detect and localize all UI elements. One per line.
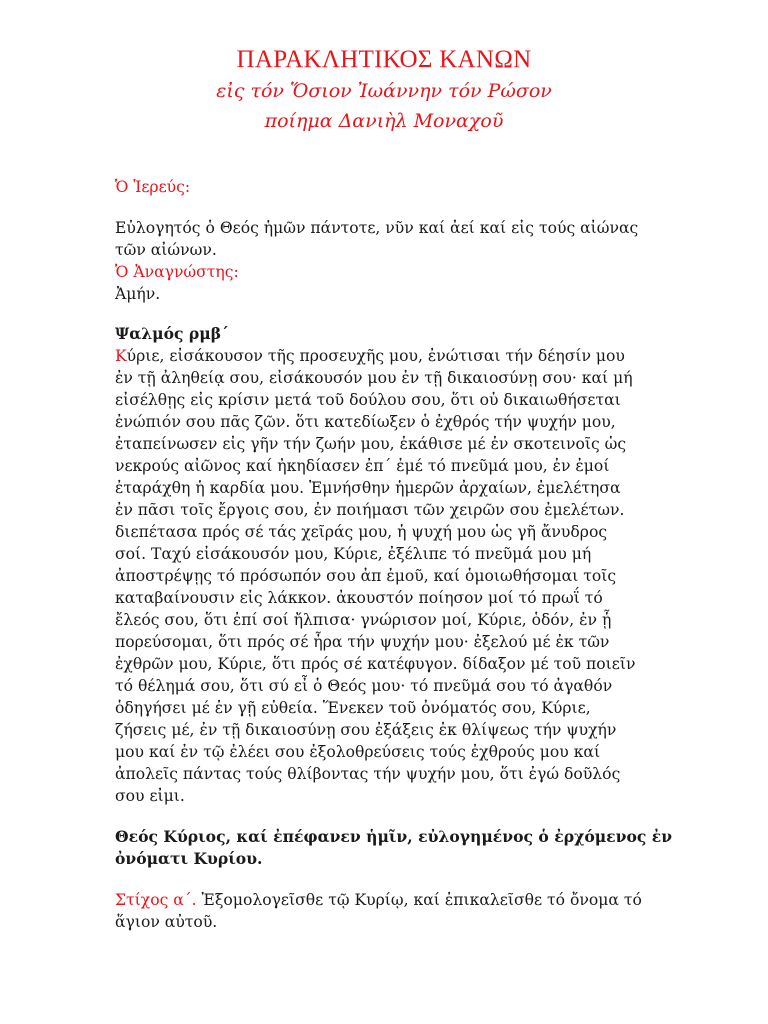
- psalm-line: ζήσεις μέ, ἐν τῇ δικαιοσύνῃ σου ἐξάξεις ἐκ θλίψεως τήν ψυχήν: [115, 721, 617, 739]
- verse-label: Στίχος α΄.: [115, 891, 197, 909]
- psalm-line: ἀποστρέψῃς τό πρόσωπόν σου ἀπ ἐμοῦ, καί ὁμοιωθήσομαι τοῖς: [115, 567, 617, 585]
- psalm-line: ἐν τῇ ἀληθείᾳ σου, εἰσάκουσόν μου ἐν τῇ δικαιοσύνῃ σου· καί μή: [115, 369, 633, 387]
- blessing-line: Εὐλογητός ὁ Θεός ἡμῶν πάντοτε, νῦν καί ἀεί καί εἰς τούς αἰώνας: [115, 219, 639, 237]
- psalm-line: νεκρούς αἰῶνος καί ἠκηδίασεν ἐπ΄ ἐμέ τό πνεῦμά μου, ἐν ἐμοί: [115, 457, 610, 475]
- psalm-line: διεπέτασα πρός σέ τάς χεῖράς μου, ἡ ψυχή μου ὡς γῆ ἄνυδρος: [115, 523, 608, 541]
- psalm-line: ἐταράχθη ἡ καρδία μου. Ἐμνήσθην ἡμερῶν ἀρχαίων, ἐμελέτησα: [115, 479, 621, 497]
- psalm-line: καταβαίνουσιν εἰς λάκκον. ἀκουστόν ποίησον μοί τό πρωΐ τό: [115, 589, 603, 607]
- document-title: ΠΑΡΑΚΛΗΤΙΚΟΣ ΚΑΝΩΝ: [236, 46, 532, 73]
- psalm-line: πορεύσομαι, ὅτι πρός σέ ἦρα τήν ψυχήν μου· ἐξελού μέ ἐκ τῶν: [115, 633, 610, 651]
- document-author: ποίημα Δανιὴλ Μοναχοῦ: [264, 110, 504, 132]
- psalm-line: σοί. Ταχύ εἰσάκουσόν μου, Κύριε, ἐξέλιπε τό πνεῦμά μου μή: [115, 545, 592, 563]
- amen-text: Ἀμήν.: [115, 285, 161, 303]
- document-subtitle: εἰς τόν Ὅσιον Ἰωάννην τόν Ρώσον: [216, 80, 552, 102]
- psalm-line: ἐνώπιόν σου πᾶς ζῶν. ὅτι κατεδίωξεν ὁ ἐχθρός τήν ψυχήν μου,: [115, 413, 616, 431]
- theos-kyrios-line: ὀνόματι Κυρίου.: [115, 849, 263, 868]
- psalm-line: ὁδηγήσει μέ ἐν γῇ εὐθεία. Ἕνεκεν τοῦ ὀνόματός σου, Κύριε,: [115, 699, 591, 717]
- verse-line-text: Ἐξομολογεῖσθε τῷ Κυρίῳ, καί ἐπικαλεῖσθε τό ὄνομα τό: [196, 891, 642, 909]
- reader-label: Ὁ Ἀναγνώστης:: [115, 263, 239, 281]
- theos-kyrios-line: Θεός Κύριος, καί ἐπέφανεν ἡμῖν, εὐλογημένος ὁ ἐρχόμενος ἐν: [115, 827, 673, 846]
- psalm-line: σου εἰμι.: [115, 787, 185, 805]
- psalm-line: εἰσέλθῃς εἰς κρίσιν μετά τοῦ δούλου σου, ὅτι οὐ δικαιωθήσεται: [115, 391, 621, 409]
- psalm-line: μου καί ἐν τῷ ἐλέει σου ἐξολοθρεύσεις τούς ἐχθρούς μου καί: [115, 743, 601, 761]
- psalm-line: ἐταπείνωσεν εἰς γῆν τήν ζωήν μου, ἐκάθισε μέ ἐν σκοτεινοῖς ὡς: [115, 435, 627, 453]
- psalm-line: τό θέλημά σου, ὅτι σύ εἶ ὁ Θεός μου· τό πνεῦμά σου τό ἀγαθόν: [115, 677, 613, 695]
- psalm-line: ἀπολεῖς πάντας τούς θλίβοντας τήν ψυχήν μου, ὅτι ἐγώ δοῦλός: [115, 765, 621, 783]
- psalm-line: ἐχθρῶν μου, Κύριε, ὅτι πρός σέ κατέφυγον. δίδαξον μέ τοῦ ποιεῖν: [115, 655, 636, 673]
- verse-line: ἅγιον αὐτοῦ.: [115, 913, 218, 931]
- psalm-line: ἔλεός σου, ὅτι ἐπί σοί ἤλπισα· γνώρισον μοί, Κύριε, ὁδόν, ἐν ᾗ: [115, 611, 612, 629]
- blessing-line: τῶν αἰώνων.: [115, 241, 217, 259]
- verse-line: [115, 889, 642, 911]
- psalm-initial: Κ: [115, 347, 127, 365]
- psalm-title: Ψαλμός ρμβ΄: [115, 324, 229, 343]
- psalm-line-text: ύριε, εἰσάκουσον τῆς προσευχῆς μου, ἐνώτισαι τήν δέησίν μου: [126, 347, 625, 365]
- psalm-line: ἐν πᾶσι τοῖς ἔργοις σου, ἐν ποιήμασι τῶν χειρῶν σου ἐμελέτων.: [115, 501, 625, 519]
- psalm-line: [115, 345, 625, 367]
- priest-label: Ὁ Ἱερεύς:: [115, 178, 191, 196]
